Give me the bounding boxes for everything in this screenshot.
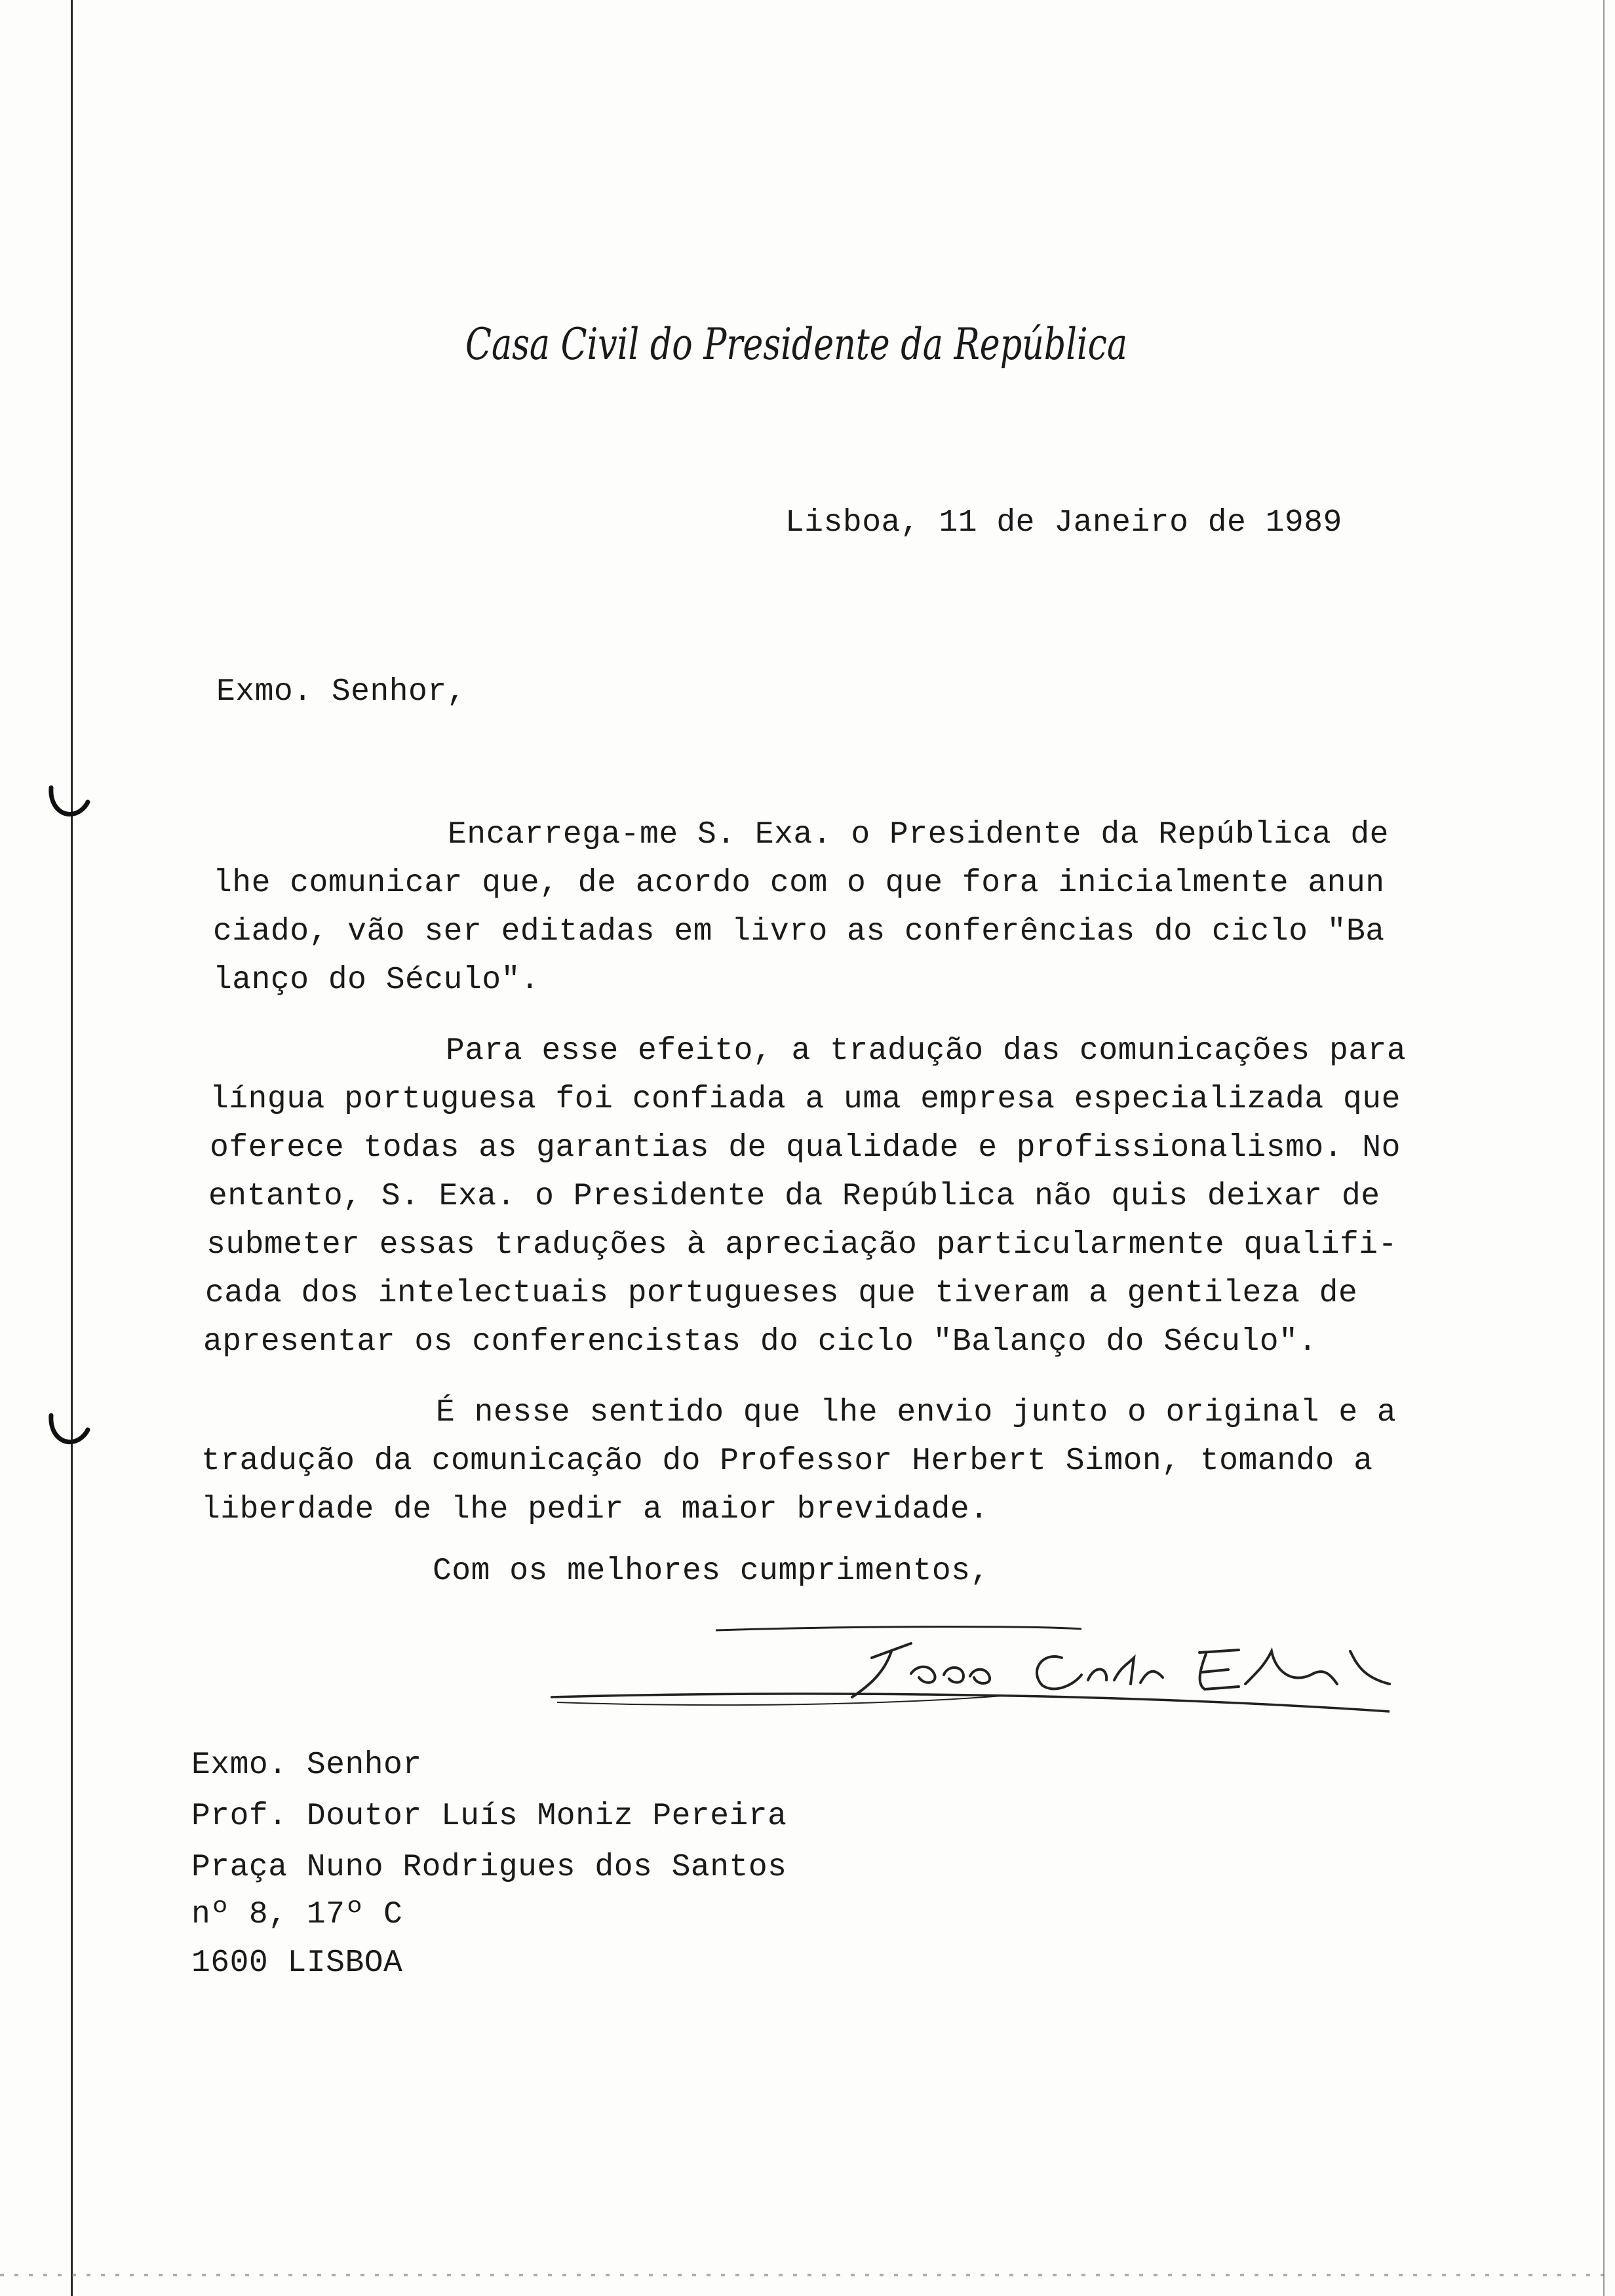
address-line: Prof. Doutor Luís Moniz Pereira [191, 1799, 787, 1834]
paragraph-line: cada dos intelectuais portugueses que tiveram a gentileza de [205, 1276, 1358, 1311]
paragraph-line: apresentar os conferencistas do ciclo "Balanço do Século". [203, 1324, 1317, 1360]
paragraph-line: submeter essas traduções à apreciação particularmente qualifi- [206, 1227, 1397, 1263]
paragraph-line: lanço do Século". [213, 963, 540, 998]
paragraph-line: entanto, S. Exa. o Presidente da República não quis deixar de [208, 1179, 1380, 1214]
svg-text:Casa Civil do Presidente da Re: Casa Civil do Presidente da República [465, 319, 1127, 370]
letterhead-logo [452, 313, 1140, 385]
address-line: Praça Nuno Rodrigues dos Santos [191, 1850, 787, 1885]
scan-bottom-edge [0, 2274, 1615, 2276]
paragraph-line: tradução da comunicação do Professor Herbert Simon, tomando a [201, 1444, 1373, 1479]
paragraph-line: Encarrega-me S. Exa. o Presidente da República de [448, 817, 1389, 852]
paragraph-line: lhe comunicar que, de acordo com o que fora inicialmente anun [213, 866, 1385, 901]
paragraph-line: oferece todas as garantias de qualidade e profissionalismo. No [210, 1130, 1401, 1166]
closing-line: Com os melhores cumprimentos, [433, 1554, 990, 1589]
scan-left-edge [71, 0, 73, 2296]
paragraph-line: ciado, vão ser editadas em livro as conferências do ciclo "Ba [213, 914, 1385, 949]
address-line: 1600 LISBOA [191, 1945, 403, 1981]
paragraph-line: Para esse efeito, a tradução das comunicações para [446, 1033, 1407, 1069]
address-line: Exmo. Senhor [191, 1748, 422, 1783]
date-line: Lisboa, 11 de Janeiro de 1989 [785, 505, 1342, 541]
salutation: Exmo. Senhor, [216, 674, 466, 710]
address-line: nº 8, 17º C [191, 1897, 403, 1932]
paragraph-line: É nesse sentido que lhe envio junto o original e a [436, 1395, 1397, 1430]
binder-hole-mark-icon [46, 1407, 92, 1453]
handwritten-signature [544, 1612, 1449, 1743]
binder-hole-mark-icon [46, 780, 92, 826]
paragraph-line: língua portuguesa foi confiada a uma empresa especializada que [210, 1082, 1401, 1117]
paragraph-line: liberdade de lhe pedir a maior brevidade. [201, 1492, 989, 1527]
scan-right-edge [1603, 0, 1605, 2296]
